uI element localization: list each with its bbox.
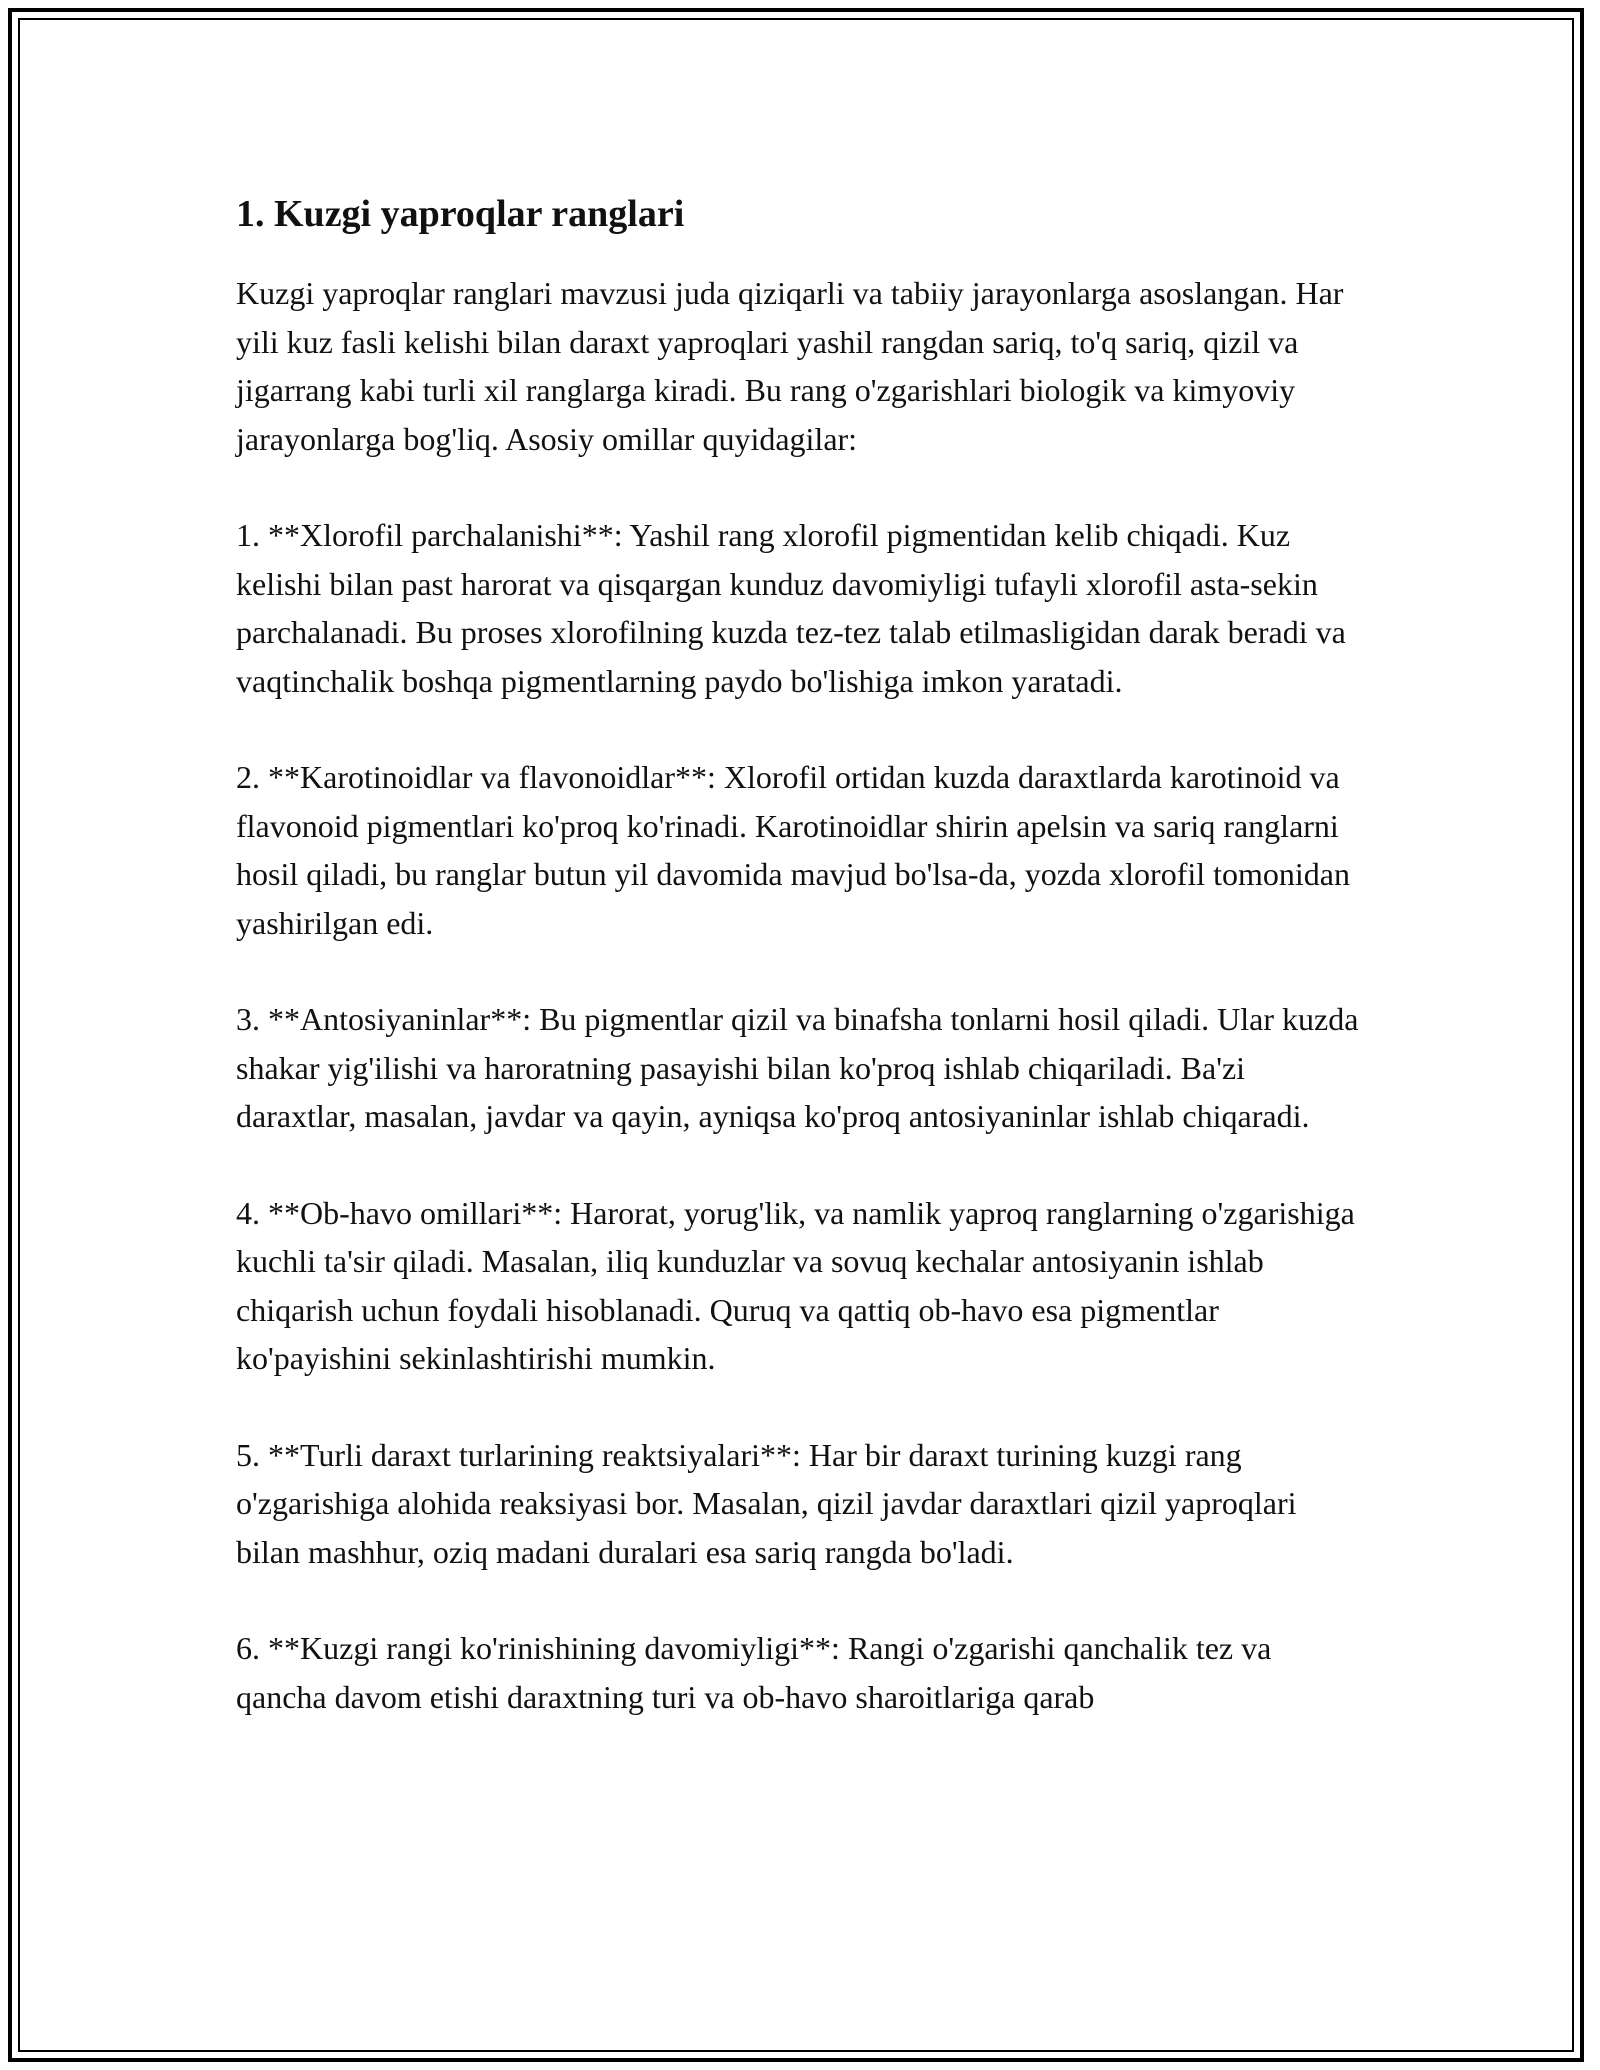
intro-paragraph: Kuzgi yaproqlar ranglari mavzusi juda qiziqarli va tabiiy jarayonlarga asoslangan. Har yili kuz fasli kelishi bilan daraxt yaproqlari yashil rangdan sariq, to'q sariq, qizil va jigarrang kabi turli xil ranglarga kiradi. Bu rang o'zgarishlari biologik va kimyoviy jarayonlarga bog'liq. Asosiy omillar quyidagilar: [236, 275, 1344, 457]
section-heading: 1. Kuzgi yaproqlar ranglari [236, 193, 685, 235]
paragraph-duration: 6. **Kuzgi rangi ko'rinishining davomiyligi**: Rangi o'zgarishi qanchalik tez va qancha davom etishi daraxtning turi va ob-havo sharoitlariga qarab [236, 1630, 1272, 1715]
paragraph-tree-species: 5. **Turli daraxt turlarining reaktsiyalari**: Har bir daraxt turining kuzgi rang o'zgarishiga alohida reaksiyasi bor. Masalan, qizil javdar daraxtlari qizil yaproqlari bilan mashhur, oziq madani duralari esa sariq rangda bo'ladi. [236, 1436, 1297, 1570]
paragraph-chlorophyll: 1. **Xlorofil parchalanishi**: Yashil rang xlorofil pigmentidan kelib chiqadi. Kuz kelishi bilan past harorat va qisqargan kunduz davomiyligi tufayli xlorofil asta-sekin parchalanadi. Bu proses xlorofilning kuzda tez-tez talab etilmasligidan darak beradi va vaqtinchalik boshqa pigmentlarning paydo bo'lishiga imkon yaratadi. [236, 517, 1346, 699]
paragraph-weather: 4. **Ob-havo omillari**: Harorat, yorug'lik, va namlik yaproq ranglarning o'zgarishiga kuchli ta'sir qiladi. Masalan, iliq kunduzlar va sovuq kechalar antosiyanin ishlab chiqarish uchun foydali hisoblanadi. Quruq va qattiq ob-havo esa pigmentlar ko'payishini sekinlashtirishi mumkin. [236, 1194, 1355, 1376]
paragraph-carotenoids: 2. **Karotinoidlar va flavonoidlar**: Xlorofil ortidan kuzda daraxtlarda karotinoid va flavonoid pigmentlari ko'proq ko'rinadi. Karotinoidlar shirin apelsin va sariq ranglarni hosil qiladi, bu ranglar butun yil davomida mavjud bo'lsa-da, yozda xlorofil tomonidan yashirilgan edi. [236, 759, 1350, 941]
paragraph-anthocyanins: 3. **Antosiyaninlar**: Bu pigmentlar qizil va binafsha tonlarni hosil qiladi. Ular kuzda shakar yig'ilishi va haroratning pasayishi bilan ko'proq ishlab chiqariladi. Ba'zi daraxtlar, masalan, javdar va qayin, ayniqsa ko'proq antosiyaninlar ishlab chiqaradi. [236, 1001, 1359, 1134]
document-body [236, 185, 1366, 1769]
